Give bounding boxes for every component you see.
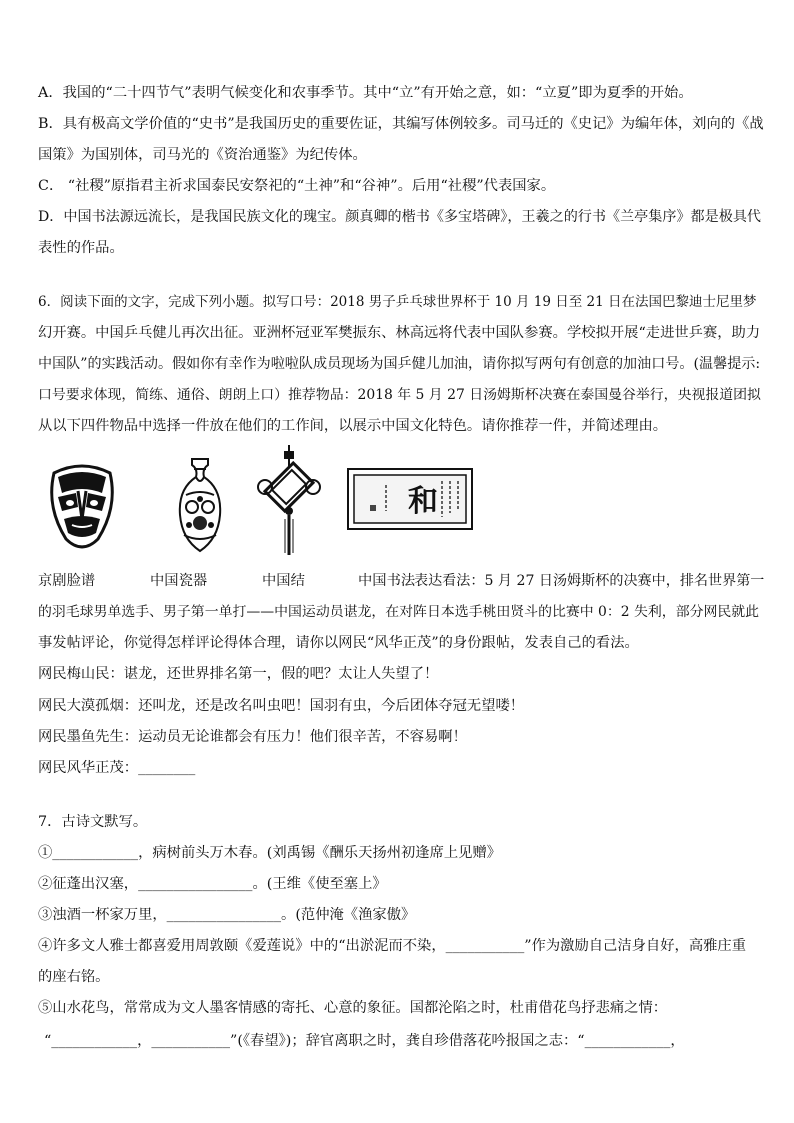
q7-title: 7．古诗文默写。 [38, 814, 148, 830]
netizen-comment: 网民大漠孤烟：还叫龙，还是改名叫虫吧！国羽有虫，今后团体夺冠无望喽！ [38, 698, 525, 714]
option-a: A．我国的“二十四节气”表明气候变化和农事季节。其中“立”有开始之意，如：“立夏”即为夏季的开始。 [38, 85, 693, 101]
q7-item5-line2: “____________，___________”(《春望》)；辞官离职之时，龚自珍借落花吟报国之志：“____________， [44, 1033, 685, 1049]
q7-item2: ②征蓬出汉塞，________________。(王维《使至塞上》 [38, 876, 387, 892]
q6-line1: 6．阅读下面的文字，完成下列小题。拟写口号：2018 男子乒乓球世界杯于 10 月 19 日至 21 日在法国巴黎迪士尼里梦 [38, 294, 757, 310]
q7-item4-line2: 的座右铭。 [38, 969, 110, 985]
option-b-line1: B．具有极高文学价值的“史书”是我国历史的重要佐证，其编写体例较多。司马迁的《史记》为编年体，刘向的《战 [38, 116, 764, 132]
q7-item5-line1: ⑤山水花鸟，常常成为文人墨客情感的寄托、心意的象征。国都沦陷之时，杜甫借花鸟抒悲痛之情： [38, 1000, 668, 1016]
option-d-line1: D．中国书法源远流长，是我国民族文化的瑰宝。颜真卿的楷书《多宝塔碑》，王羲之的行书《兰亭集序》都是极具代 [38, 209, 762, 225]
caption-peking-opera-mask: 京剧脸谱 [38, 573, 96, 589]
caption-chinese-knot: 中国结 [262, 573, 305, 589]
q6-line5: 从以下四件物品中选择一件放在他们的工作间，以展示中国文化特色。请你推荐一件，并简述理由。 [38, 418, 668, 434]
calligraphy-character: 和 [408, 484, 438, 519]
porcelain-vase-image [172, 455, 228, 555]
q6-line4: 口号要求体现，简练、通俗、朗朗上口）推荐物品：2018 年 5 月 27 日汤姆斯杯决赛在泰国曼谷举行，央视报道团拟 [38, 387, 761, 403]
q6-line3: 中国队”的实践活动。假如你有幸作为啦啦队成员现场为国乒健儿加油，请你拟写两句有创意的加油口号。(温馨提示: [38, 356, 761, 372]
q7-item1: ①____________，病树前头万木春。(刘禹锡《酬乐天扬州初逢席上见赠》 [38, 845, 502, 861]
option-b-line2: 国策》为国别体，司马光的《资治通鉴》为纪传体。 [38, 147, 367, 163]
option-d-line2: 表性的作品。 [38, 240, 124, 256]
q6-line8: 事发帖评论，你觉得怎样评论得体合理，请你以网民“风华正茂”的身份跟帖，发表自己的看法。 [38, 635, 639, 651]
caption-calligraphy: 中国书法 [358, 573, 416, 589]
q6-line7: 的羽毛球男单选手、男子第一单打——中国运动员谌龙，在对阵日本选手桃田贤斗的比赛中 0：2 失利，部分网民就此 [38, 604, 760, 620]
q6-line2: 幻开赛。中国乒乓健儿再次出征。亚洲杯冠亚军樊振东、林高远将代表中国队参赛。学校拟开展“走进世乒赛，助力 [38, 325, 761, 341]
peking-opera-mask-image [48, 463, 116, 551]
q6-line6-rest: 表达看法：5 月 27 日汤姆斯杯的决赛中，排名世界第一 [414, 573, 765, 589]
option-c: C． “社稷”原指君主祈求国泰民安祭祀的“土神”和“谷神”。后用“社稷”代表国家。 [38, 178, 556, 194]
calligraphy-scroll-image [346, 467, 474, 531]
netizen-comment: 网民墨鱼先生：运动员无论谁都会有压力！他们很辛苦，不容易啊！ [38, 729, 467, 745]
caption-porcelain: 中国瓷器 [150, 573, 208, 589]
culture-items-figures [0, 445, 794, 560]
netizen-comment-answer-blank: 网民风华正茂：________ [38, 760, 196, 776]
q7-item4-line1: ④许多文人雅士都喜爱用周敦颐《爱莲说》中的“出淤泥而不染，___________”作为激励自己洁身自好，高雅庄重 [38, 938, 747, 954]
q7-item3: ③浊酒一杯家万里，________________。(范仲淹《渔家傲》 [38, 907, 416, 923]
chinese-knot-image [255, 445, 323, 557]
netizen-comment: 网民梅山民：谌龙，还世界排名第一，假的吧？太让人失望了！ [38, 666, 439, 682]
